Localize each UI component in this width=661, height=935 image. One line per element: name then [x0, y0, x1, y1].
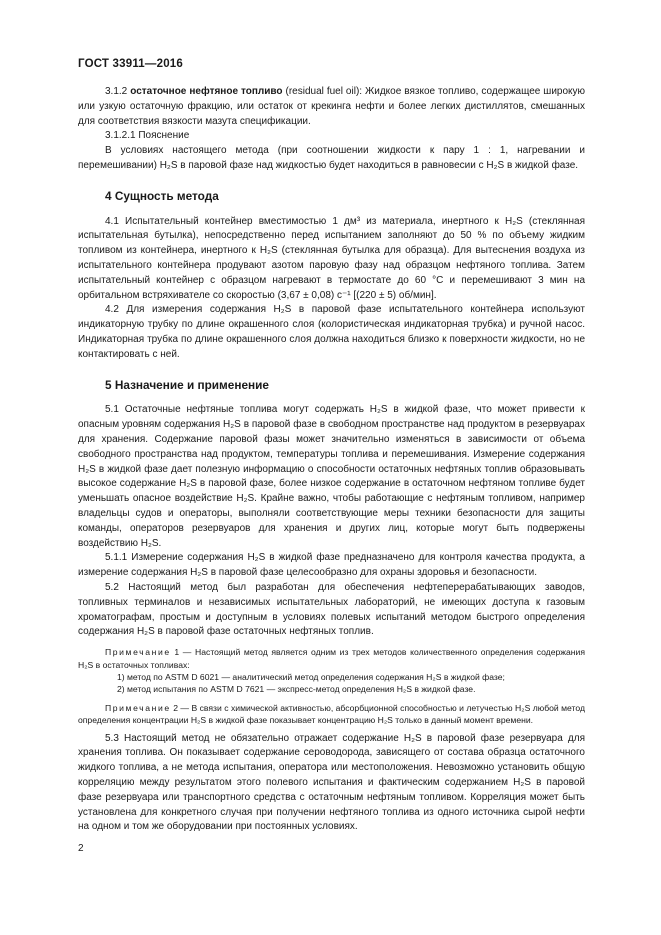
page-number: 2 — [78, 843, 84, 854]
section-heading-4: 4 Сущность метода — [105, 188, 219, 203]
term-definition: (residual fuel oil): Жидкое вязкое топливо, содержащее широкую или узкую остаточную фракцию, или остаток от крекинга нефти и более легких дистиллятов, смешанных для соответствия вязкости мазута спецификации. — [78, 86, 586, 127]
note-list-item: 2) метод испытания по ASTM D 7621 — экспресс-метод определения H₂S в жидкой фазе. — [117, 684, 476, 695]
paragraph-explanation: В условиях настоящего метода (при соотношении жидкости к пару 1 : 1, нагревании и перемешивании) H₂S в паровой фазе над жидкостью будет находиться в равновесии с H₂S в жидкой фазе. — [78, 145, 585, 171]
paragraph-4-1: 4.1 Испытательный контейнер вместимостью 1 дм³ из материала, инертного к H₂S (стеклянная испытательная бутылка), непосредственно перед испытанием заполняют до 50 % по объему жидким топливом из контейнера, инертного к H₂S (стеклянная бутылка для образца). Для вытеснения воздуха из испытательного контейнера продувают азотом паровую фазу над образцом нефтяного топлива. Затем испытательный контейнер с образцом нагревают в термостате до 60 °С и перемешивают 3 мин на орбитальном встряхивателе со скоростью (3,67 ± 0,08) с⁻¹ [(220 ± 5) об/мин]. — [78, 215, 585, 301]
document-body — [78, 85, 585, 835]
standard-header: ГОСТ 33911—2016 — [78, 58, 183, 70]
note-text: 2 — В связи с химической активностью, абсорбционной способностью и летучестью H₂S любой метод определения концентрации H₂S в жидкой фазе показывает концентрацию H₂S только в данный момент времени. — [78, 702, 585, 726]
note-1 — [78, 646, 585, 671]
note-list-item: 1) метод по ASTM D 6021 — аналитический метод определения содержания H₂S в жидкой фазе; — [117, 671, 505, 682]
note-text: 1 — Настоящий метод является одним из трех методов количественного определения содержания H₂S в остаточных топливах: — [78, 647, 585, 670]
term-name: остаточное нефтяное топливо — [130, 86, 283, 97]
paragraph-number: 3.1.2 — [105, 86, 128, 97]
paragraph-3-1-2 — [78, 85, 585, 129]
paragraph-5-3: 5.3 Настоящий метод не обязательно отражает содержание H₂S в паровой фазе резервуара для хранения топлива. Он показывает содержание сероводорода, зависящего от состава образца остаточного жидкого топлива, а не метода испытания, оператора или местоположения. Невозможно установить общую корреляцию между результатом этого полевого испытания и фактическим содержанием H₂S в паровой фазе резервуара или транспортного средства с остаточным нефтяным топливом. Корреляция может быть установлена для конкретного случая при получении нефтяного топлива из одного источника сырой нефти на одном и том же оборудовании при постоянных условиях. — [78, 732, 585, 833]
note-label: Примечание — [105, 702, 171, 713]
note-label: Примечание — [105, 647, 171, 658]
paragraph-5-1-1: 5.1.1 Измерение содержания H₂S в жидкой фазе предназначено для контроля качества продукта, а измерение содержания H₂S в паровой фазе целесообразно для охраны здоровья и безопасности. — [78, 552, 585, 579]
paragraph-4-2: 4.2 Для измерения содержания H₂S в паровой фазе испытательного контейнера используют индикаторную трубку по длине окрашенного слоя (колористическая индикаторная трубка) и ручной насос. Индикаторная трубка по длине окрашенного слоя должна находиться близко к поверхности жидкости, но не контактировать с ней. — [78, 304, 585, 360]
section-heading-5: 5 Назначение и применение — [105, 377, 269, 392]
paragraph-5-2: 5.2 Настоящий метод был разработан для обеспечения нефтеперерабатывающих заводов, топливных терминалов и независимых испытательных лабораторий, не имеющих доступа к газовым хроматографам, простым и доступным в условиях полевых испытаний методом быстрого определения содержания H₂S в паровой фазе остаточных нефтяных топлив. — [78, 581, 585, 638]
paragraph-3-1-2-1: 3.1.2.1 Пояснение — [105, 130, 190, 142]
paragraph-5-1: 5.1 Остаточные нефтяные топлива могут содержать H₂S в жидкой фазе, что может привести к опасным уровням содержания H₂S в паровой фазе в свободном пространстве над продуктом в резервуарах для хранения. Содержание паровой фазы может значительно изменяться в зависимости от объема свободного пространства над продуктом, температуры топлива и перемешивания. Измерение содержания H₂S в жидкой фазе дает полезную информацию о способности остаточных нефтяных топлив образовывать высокое содержание H₂S в паровой фазе, более низкое содержание в остаточном нефтяном топливе будет уменьшать опасное воздействие H₂S. Крайне важно, чтобы работающие с нефтяным топливом, например владельцы судов и операторы, выполняли соответствующие меры техники безопасности для защиты команды, операторов резервуаров для хранения и других лиц, которые могут быть подвержены воздействию H₂S. — [78, 404, 585, 549]
note-2 — [78, 702, 585, 727]
